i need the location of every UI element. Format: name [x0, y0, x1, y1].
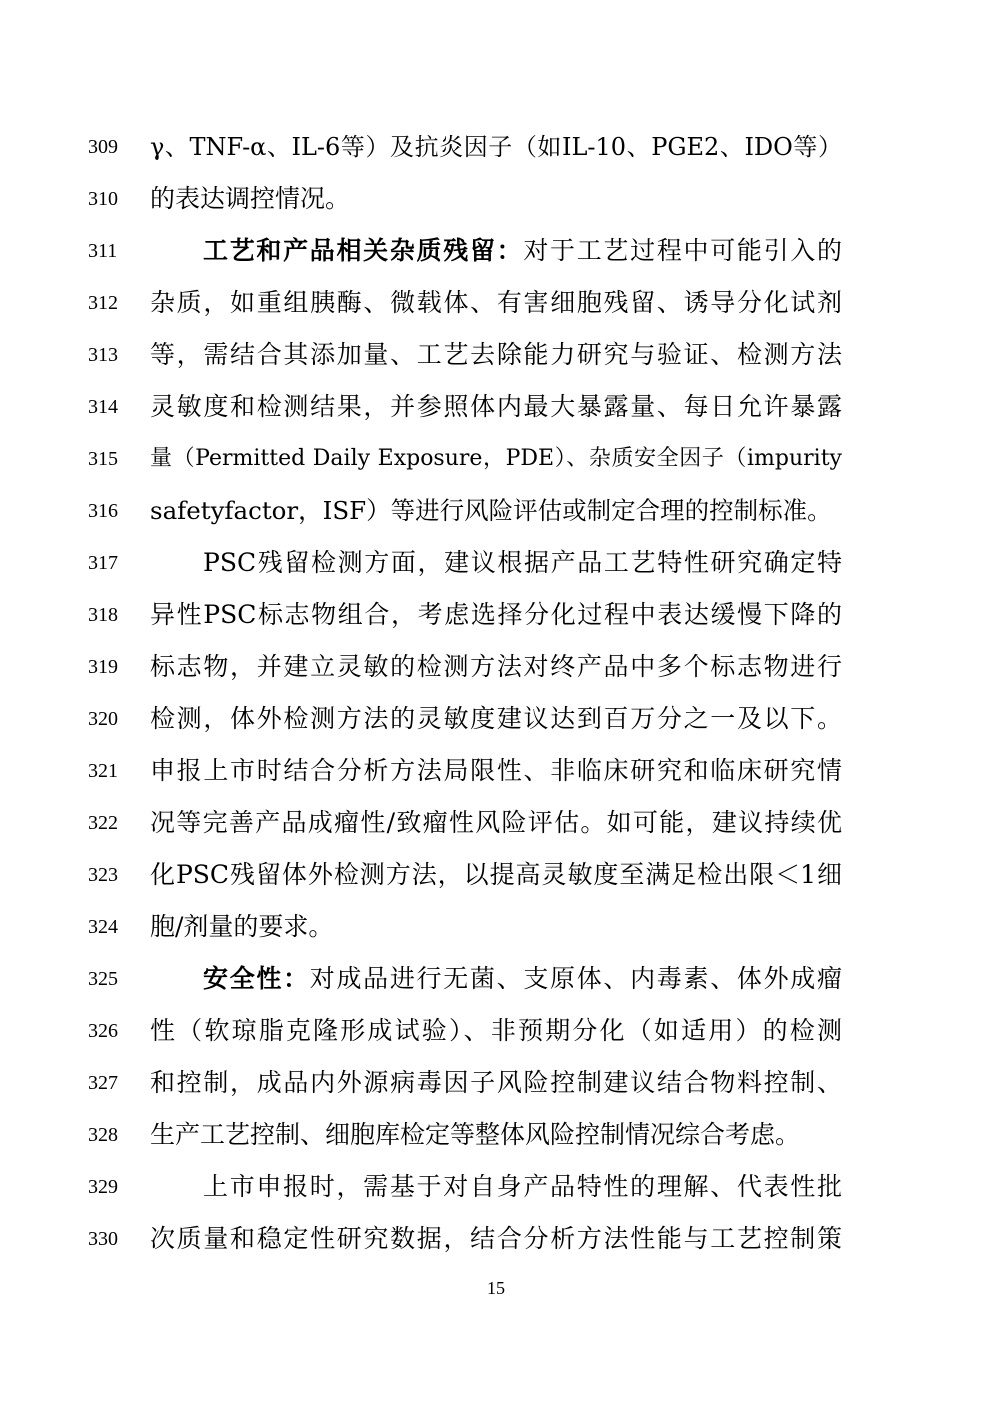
- line-number: 328: [88, 1124, 118, 1146]
- line-text: [150, 901, 842, 953]
- line-text: [150, 693, 842, 745]
- text-run: 况等完善产品成瘤性/致瘤性风险评估。如可能，建议持续优: [150, 808, 842, 837]
- line-text: [150, 433, 842, 485]
- text-run: 杂质，如重组胰酶、微载体、有害细胞残留、诱导分化试剂: [150, 288, 842, 317]
- text-run: 灵敏度和检测结果，并参照体内最大暴露量、每日允许暴露: [150, 392, 842, 421]
- text-line: [88, 1213, 848, 1265]
- text-run: 量（Permitted Daily Exposure，PDE）、杂质安全因子（impurity: [150, 446, 842, 471]
- text-run: 异性PSC标志物组合，考虑选择分化过程中表达缓慢下降的: [150, 600, 842, 629]
- text-line: [88, 225, 848, 277]
- text-line: [88, 745, 848, 797]
- line-number: 327: [88, 1072, 118, 1094]
- line-number: 317: [88, 552, 118, 574]
- line-text: [150, 849, 842, 901]
- line-number: 309: [88, 136, 118, 158]
- text-line: [88, 901, 848, 953]
- line-number: 319: [88, 656, 118, 678]
- text-line: [88, 537, 848, 589]
- section-heading: 工艺和产品相关杂质残留：: [203, 236, 524, 265]
- line-text: [150, 1005, 842, 1057]
- line-number: 330: [88, 1228, 118, 1250]
- line-text: [150, 953, 842, 1005]
- line-text: [150, 797, 842, 849]
- text-run: 检测，体外检测方法的灵敏度建议达到百万分之一及以下。: [150, 704, 842, 733]
- text-line: [88, 1109, 848, 1161]
- text-line: [88, 381, 848, 433]
- line-number: 312: [88, 292, 118, 314]
- text-run: 对成品进行无菌、支原体、内毒素、体外成瘤: [309, 964, 842, 993]
- text-run: 标志物，并建立灵敏的检测方法对终产品中多个标志物进行: [150, 652, 842, 681]
- line-text: [150, 641, 842, 693]
- line-text: [150, 1109, 842, 1161]
- line-text: [150, 329, 842, 381]
- text-run: 和控制，成品内外源病毒因子风险控制建议结合物料控制、: [150, 1068, 842, 1097]
- line-number: 311: [88, 240, 118, 262]
- line-number: 313: [88, 344, 118, 366]
- text-run: 申报上市时结合分析方法局限性、非临床研究和临床研究情: [150, 756, 842, 785]
- line-text: [150, 589, 842, 641]
- text-line: [88, 173, 848, 225]
- line-number: 322: [88, 812, 118, 834]
- text-run: safetyfactor，ISF）等进行风险评估或制定合理的控制标准。: [150, 496, 832, 525]
- line-number: 316: [88, 500, 118, 522]
- text-run: 的表达调控情况。: [150, 184, 351, 213]
- line-number: 325: [88, 968, 118, 990]
- page-number: 15: [487, 1278, 505, 1298]
- line-number: 323: [88, 864, 118, 886]
- section-heading: 安全性：: [203, 964, 310, 993]
- text-line: [88, 277, 848, 329]
- line-number: 320: [88, 708, 118, 730]
- line-text: [150, 745, 842, 797]
- line-text: [150, 485, 842, 537]
- text-run: 上市申报时，需基于对自身产品特性的理解、代表性批: [203, 1172, 842, 1201]
- text-run: 次质量和稳定性研究数据，结合分析方法性能与工艺控制策: [150, 1224, 842, 1253]
- text-run: PSC残留检测方面，建议根据产品工艺特性研究确定特: [203, 548, 842, 577]
- text-run: 对于工艺过程中可能引入的: [523, 236, 842, 265]
- line-text: [150, 225, 842, 277]
- line-number: 315: [88, 448, 118, 470]
- text-run: 生产工艺控制、细胞库检定等整体风险控制情况综合考虑。: [150, 1120, 801, 1149]
- text-line: [88, 1161, 848, 1213]
- line-number: 321: [88, 760, 118, 782]
- line-text: [150, 121, 842, 173]
- line-number: 329: [88, 1176, 118, 1198]
- text-run: 化PSC残留体外检测方法，以提高灵敏度至满足检出限＜1细: [150, 860, 842, 889]
- text-line: [88, 329, 848, 381]
- text-run: γ、TNF-α、IL-6等）及抗炎因子（如IL-10、PGE2、IDO等）: [150, 133, 842, 161]
- line-number: 314: [88, 396, 118, 418]
- text-line: [88, 485, 848, 537]
- line-text: [150, 381, 842, 433]
- text-run: 等，需结合其添加量、工艺去除能力研究与验证、检测方法: [150, 340, 842, 369]
- text-line: [88, 433, 848, 485]
- line-text: [150, 1161, 842, 1213]
- text-run: 胞/剂量的要求。: [150, 912, 334, 941]
- line-text: [150, 173, 842, 225]
- line-number: 318: [88, 604, 118, 626]
- text-line: [88, 1057, 848, 1109]
- text-line: [88, 693, 848, 745]
- line-number: 326: [88, 1020, 118, 1042]
- text-line: [88, 849, 848, 901]
- text-line: [88, 121, 848, 173]
- line-text: [150, 277, 842, 329]
- line-text: [150, 1213, 842, 1265]
- text-run: 性（软琼脂克隆形成试验）、非预期分化（如适用）的检测: [150, 1016, 842, 1045]
- text-line: [88, 953, 848, 1005]
- text-line: [88, 797, 848, 849]
- line-number: 310: [88, 188, 118, 210]
- text-line: [88, 641, 848, 693]
- line-number: 324: [88, 916, 118, 938]
- line-text: [150, 1057, 842, 1109]
- text-line: [88, 589, 848, 641]
- text-line: [88, 1005, 848, 1057]
- line-text: [150, 537, 842, 589]
